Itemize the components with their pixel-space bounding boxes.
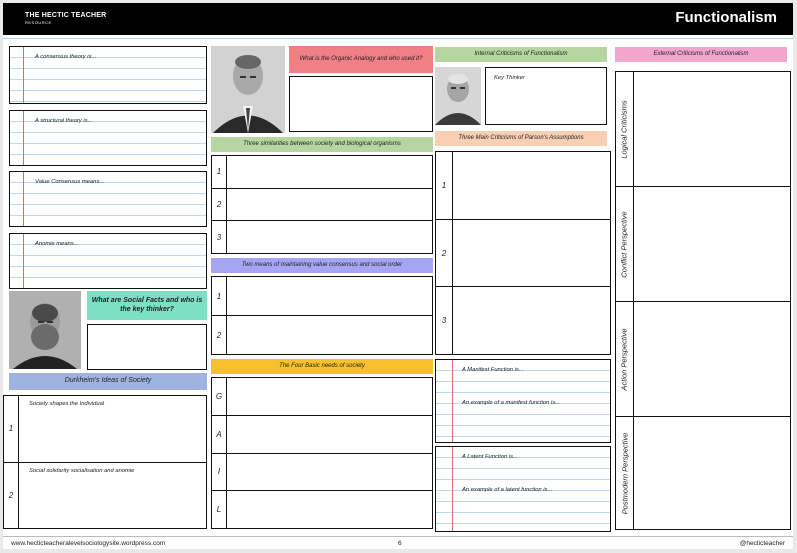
footer-divider: [3, 536, 793, 537]
perspective-label: Action Perspective: [620, 327, 629, 391]
external-criticisms-table: [615, 71, 791, 530]
needs-row[interactable]: [212, 490, 432, 528]
perspective-label: Conflict Perspective: [620, 210, 629, 278]
needs-row[interactable]: [212, 415, 432, 453]
manifest-example-prompt: An example of a manifest function is...: [462, 400, 560, 406]
means-rows: [211, 276, 433, 355]
latent-function-box[interactable]: [435, 446, 611, 532]
structural-theory-box[interactable]: [9, 110, 207, 166]
row-number: 1: [212, 277, 227, 315]
row-letter: G: [212, 378, 227, 415]
row-number: 3: [436, 287, 453, 354]
durkheim-row-text: Social solidarity socialisation and anomie: [29, 467, 135, 474]
consensus-theory-box[interactable]: [9, 46, 207, 104]
similarities-rows: [211, 155, 433, 254]
worksheet-page: [3, 3, 793, 549]
anomie-prompt: Anomie means...: [35, 241, 79, 247]
durkheim-rows: [3, 395, 207, 529]
row-letter: L: [212, 491, 227, 528]
footer-handle[interactable]: @hecticteacher: [739, 540, 785, 547]
row-number: 1: [4, 396, 19, 462]
perspective-logical[interactable]: [616, 72, 790, 186]
parsons-photo: [211, 46, 285, 133]
anomie-box[interactable]: [9, 233, 207, 289]
latent-example-prompt: An example of a latent function is...: [462, 487, 553, 493]
key-thinker-box[interactable]: [485, 67, 607, 125]
merton-photo: [435, 67, 481, 125]
consensus-theory-prompt: A consensus theory is...: [35, 54, 97, 60]
row-letter: A: [212, 416, 227, 453]
perspective-action[interactable]: [616, 302, 790, 416]
row-number: 2: [4, 463, 19, 529]
perspective-label: Logical Criticisms: [620, 99, 630, 159]
page-title: Functionalism: [675, 9, 777, 26]
external-criticisms-heading: External Criticisms of Functionalism: [615, 47, 787, 62]
organic-analogy-question: What is the Organic Analogy and who used it?: [289, 46, 433, 73]
organic-analogy-answer-box[interactable]: [289, 76, 433, 132]
needs-heading: The Four Basic needs of society: [211, 359, 433, 374]
perspective-postmodern[interactable]: [616, 417, 790, 529]
durkheim-heading: Durkheim's Ideas of Society: [9, 373, 207, 390]
parsons-criticisms-rows: [435, 151, 611, 355]
brand-name: THE HECTIC TEACHER: [25, 12, 107, 19]
similarity-row[interactable]: [212, 188, 432, 221]
manifest-function-box[interactable]: [435, 359, 611, 443]
perspective-label: Postmodern Perspective: [620, 432, 629, 514]
row-number: 3: [212, 221, 227, 253]
social-facts-answer-box[interactable]: [87, 324, 207, 370]
header-bar: [3, 3, 793, 35]
parsons-criticisms-heading: Three Main Criticisms of Parson's Assumptions: [435, 131, 607, 146]
perspective-conflict[interactable]: [616, 187, 790, 301]
internal-criticisms-heading: Internal Criticisms of Functionalism: [435, 47, 607, 62]
means-row[interactable]: [212, 277, 432, 315]
criticism-row[interactable]: [436, 219, 610, 287]
social-facts-question: What are Social Facts and who is the key thinker?: [87, 291, 207, 320]
header-divider: [3, 38, 793, 39]
row-number: 2: [436, 220, 453, 287]
latent-function-prompt: A Latent Function is...: [462, 454, 518, 460]
manifest-function-prompt: A Manifest Function is...: [462, 367, 524, 373]
needs-row[interactable]: [212, 453, 432, 491]
footer-website[interactable]: www.hecticteacheralevelsociologysite.wordpress.com: [11, 540, 166, 547]
durkheim-row[interactable]: [4, 396, 206, 462]
row-number: 2: [212, 189, 227, 221]
key-thinker-label: Key Thinker: [494, 75, 525, 81]
similarities-heading: Three similarities between society and biological organisms: [211, 137, 433, 152]
means-row[interactable]: [212, 315, 432, 354]
structural-theory-prompt: A structural theory is...: [35, 118, 93, 124]
brand-subtitle: RESOURCE: [25, 20, 52, 25]
similarity-row[interactable]: [212, 220, 432, 253]
row-number: 2: [212, 316, 227, 354]
row-number: 1: [436, 152, 453, 219]
criticism-row[interactable]: [436, 286, 610, 354]
criticism-row[interactable]: [436, 152, 610, 219]
similarity-row[interactable]: [212, 156, 432, 188]
value-consensus-prompt: Value Consensus means...: [35, 179, 105, 185]
durkheim-row-text: Society shapes the Individual: [29, 401, 105, 407]
row-letter: I: [212, 454, 227, 491]
value-consensus-box[interactable]: [9, 171, 207, 227]
durkheim-row[interactable]: [4, 462, 206, 529]
means-heading: Two means of maintaining value consensus and social order: [211, 258, 433, 273]
needs-rows: [211, 377, 433, 529]
row-number: 1: [212, 156, 227, 188]
needs-row[interactable]: [212, 378, 432, 415]
footer-page-number: 6: [398, 540, 402, 547]
durkheim-photo: [9, 291, 81, 369]
